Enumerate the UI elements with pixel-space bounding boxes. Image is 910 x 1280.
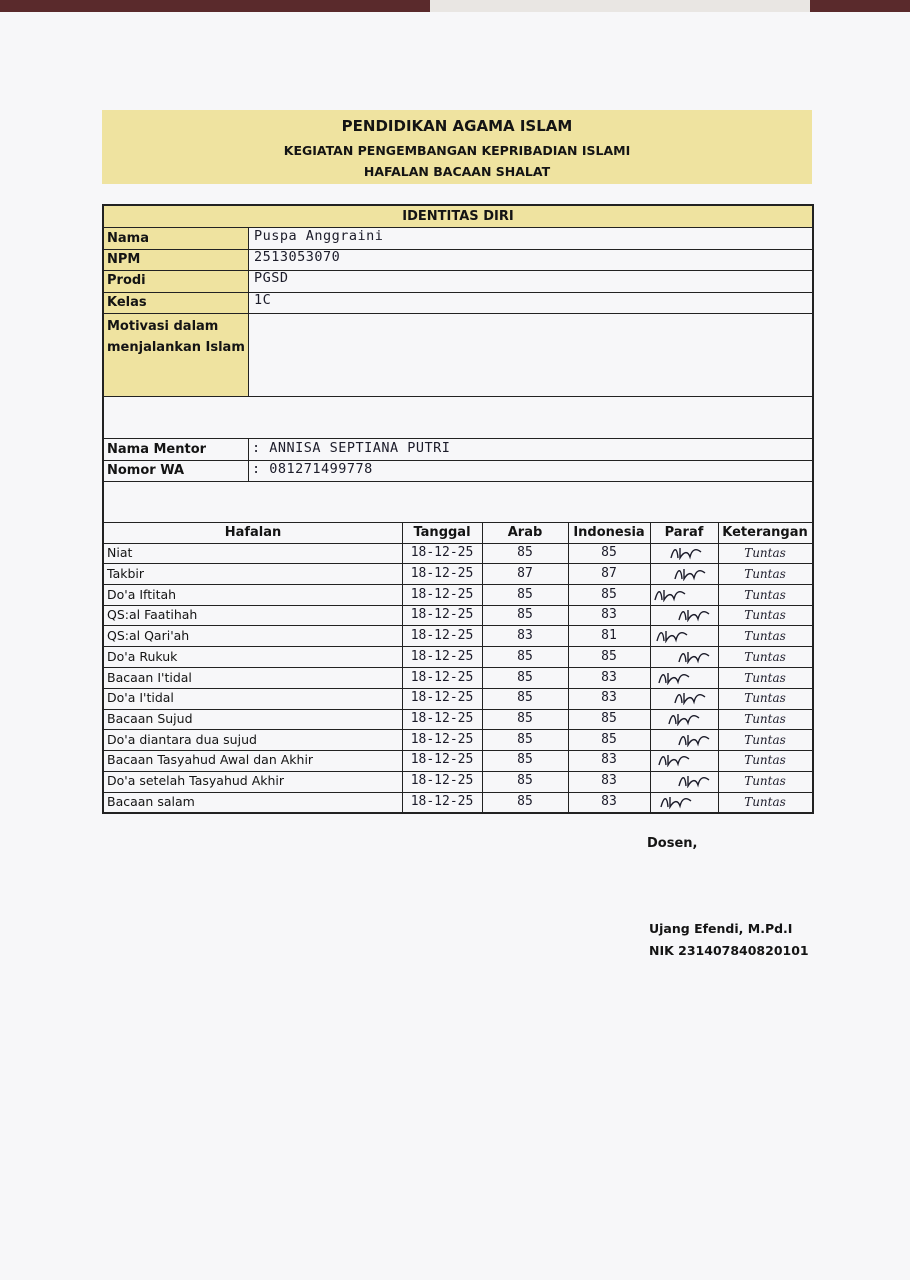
hafalan-name: Bacaan I'tidal [107, 670, 192, 685]
keterangan-status: Tuntas [744, 671, 786, 685]
arab-score: 85 [517, 607, 533, 622]
wa-label: Nomor WA [107, 463, 185, 478]
hafalan-name: Bacaan Tasyahud Awal dan Akhir [107, 752, 314, 767]
col-header-tanggal: Tanggal [413, 525, 471, 540]
wa-value: : 081271499778 [252, 461, 373, 477]
arab-score: 85 [517, 773, 533, 788]
hafalan-name: Takbir [107, 566, 145, 581]
indonesia-score: 87 [601, 566, 617, 581]
subtitle-topic: HAFALAN BACAAN SHALAT [363, 164, 551, 179]
field-label-prodi: Prodi [107, 273, 146, 288]
paper-fold [430, 0, 810, 12]
paraf-signature-icon [668, 712, 700, 726]
subtitle-activity: KEGIATAN PENGEMBANGAN KEPRIBADIAN ISLAMI [283, 143, 631, 158]
tanggal-value: 18-12-25 [410, 607, 474, 622]
form-sheet [102, 204, 814, 814]
tanggal-value: 18-12-25 [410, 545, 474, 560]
hafalan-name: Do'a diantara dua sujud [107, 732, 257, 747]
keterangan-status: Tuntas [744, 712, 786, 726]
arab-score: 87 [517, 566, 533, 581]
keterangan-status: Tuntas [744, 567, 786, 581]
indonesia-score: 85 [601, 711, 617, 726]
paraf-signature-icon [678, 608, 710, 622]
arab-score: 85 [517, 587, 533, 602]
col-header-arab: Arab [507, 525, 543, 540]
hafalan-name: Do'a setelah Tasyahud Akhir [107, 773, 285, 788]
paraf-signature-icon [656, 629, 688, 643]
hafalan-name: QS:al Faatihah [107, 607, 198, 622]
field-value-nama: Puspa Anggraini [254, 228, 384, 244]
title-box [102, 110, 812, 184]
indonesia-score: 83 [601, 670, 617, 685]
arab-score: 85 [517, 732, 533, 747]
keterangan-status: Tuntas [744, 588, 786, 602]
field-value-npm: 2513053070 [254, 249, 341, 265]
page-title: PENDIDIKAN AGAMA ISLAM [341, 117, 573, 135]
indonesia-score: 83 [601, 607, 617, 622]
arab-score: 85 [517, 711, 533, 726]
arab-score: 85 [517, 670, 533, 685]
indonesia-score: 83 [601, 690, 617, 705]
keterangan-status: Tuntas [744, 650, 786, 664]
hafalan-name: Bacaan salam [107, 794, 195, 809]
arab-score: 85 [517, 649, 533, 664]
tanggal-value: 18-12-25 [410, 752, 474, 767]
mentor-label: Nama Mentor [107, 442, 207, 457]
dosen-label: Dosen, [647, 836, 698, 851]
tanggal-value: 18-12-25 [410, 732, 474, 747]
field-label-npm: NPM [107, 252, 141, 267]
paraf-signature-icon [674, 567, 706, 581]
hafalan-name: Do'a Rukuk [107, 649, 178, 664]
arab-score: 85 [517, 545, 533, 560]
keterangan-status: Tuntas [744, 608, 786, 622]
indonesia-score: 85 [601, 545, 617, 560]
keterangan-status: Tuntas [744, 774, 786, 788]
top-edge [0, 0, 910, 12]
field-label-motivasi: Motivasi dalam menjalankan Islam [107, 319, 245, 355]
indonesia-score: 83 [601, 794, 617, 809]
indonesia-score: 83 [601, 752, 617, 767]
tanggal-value: 18-12-25 [410, 711, 474, 726]
keterangan-status: Tuntas [744, 629, 786, 643]
indonesia-score: 85 [601, 732, 617, 747]
tanggal-value: 18-12-25 [410, 587, 474, 602]
paraf-signature-icon [660, 795, 692, 809]
paraf-signature-icon [674, 691, 706, 705]
arab-score: 85 [517, 752, 533, 767]
keterangan-status: Tuntas [744, 795, 786, 809]
indonesia-score: 85 [601, 587, 617, 602]
tanggal-value: 18-12-25 [410, 566, 474, 581]
arab-score: 85 [517, 690, 533, 705]
tanggal-value: 18-12-25 [410, 690, 474, 705]
tanggal-value: 18-12-25 [410, 794, 474, 809]
col-header-paraf: Paraf [664, 525, 704, 540]
indonesia-score: 81 [601, 628, 617, 643]
field-label-kelas: Kelas [107, 295, 147, 310]
paraf-signature-icon [658, 671, 690, 685]
paraf-signature-icon [678, 733, 710, 747]
hafalan-name: Do'a I'tidal [107, 690, 174, 705]
keterangan-status: Tuntas [744, 733, 786, 747]
paraf-signature-icon [658, 753, 690, 767]
col-header-indonesia: Indonesia [573, 525, 645, 540]
indonesia-score: 85 [601, 649, 617, 664]
field-label-nama: Nama [107, 231, 149, 246]
col-header-keterangan: Keterangan [722, 525, 808, 540]
paraf-signature-icon [678, 774, 710, 788]
arab-score: 83 [517, 628, 533, 643]
tanggal-value: 18-12-25 [410, 773, 474, 788]
hafalan-name: Niat [107, 545, 133, 560]
tanggal-value: 18-12-25 [410, 649, 474, 664]
col-header-hafalan: Hafalan [224, 525, 282, 540]
hafalan-name: Do'a Iftitah [107, 587, 177, 602]
hafalan-name: Bacaan Sujud [107, 711, 193, 726]
indonesia-score: 83 [601, 773, 617, 788]
keterangan-status: Tuntas [744, 753, 786, 767]
paraf-signature-icon [670, 546, 702, 560]
keterangan-status: Tuntas [744, 691, 786, 705]
hafalan-name: QS:al Qari'ah [107, 628, 190, 643]
dosen-nik: NIK 231407840820101 [649, 943, 809, 958]
paraf-signature-icon [678, 650, 710, 664]
tanggal-value: 18-12-25 [410, 628, 474, 643]
tanggal-value: 18-12-25 [410, 670, 474, 685]
keterangan-status: Tuntas [744, 546, 786, 560]
arab-score: 85 [517, 794, 533, 809]
field-value-kelas: 1C [254, 292, 272, 308]
mentor-value: : ANNISA SEPTIANA PUTRI [252, 440, 451, 456]
field-value-prodi: PGSD [254, 270, 289, 286]
paraf-signature-icon [654, 588, 686, 602]
identity-header: IDENTITAS DIRI [402, 209, 514, 224]
dosen-name: Ujang Efendi, M.Pd.I [649, 921, 793, 936]
